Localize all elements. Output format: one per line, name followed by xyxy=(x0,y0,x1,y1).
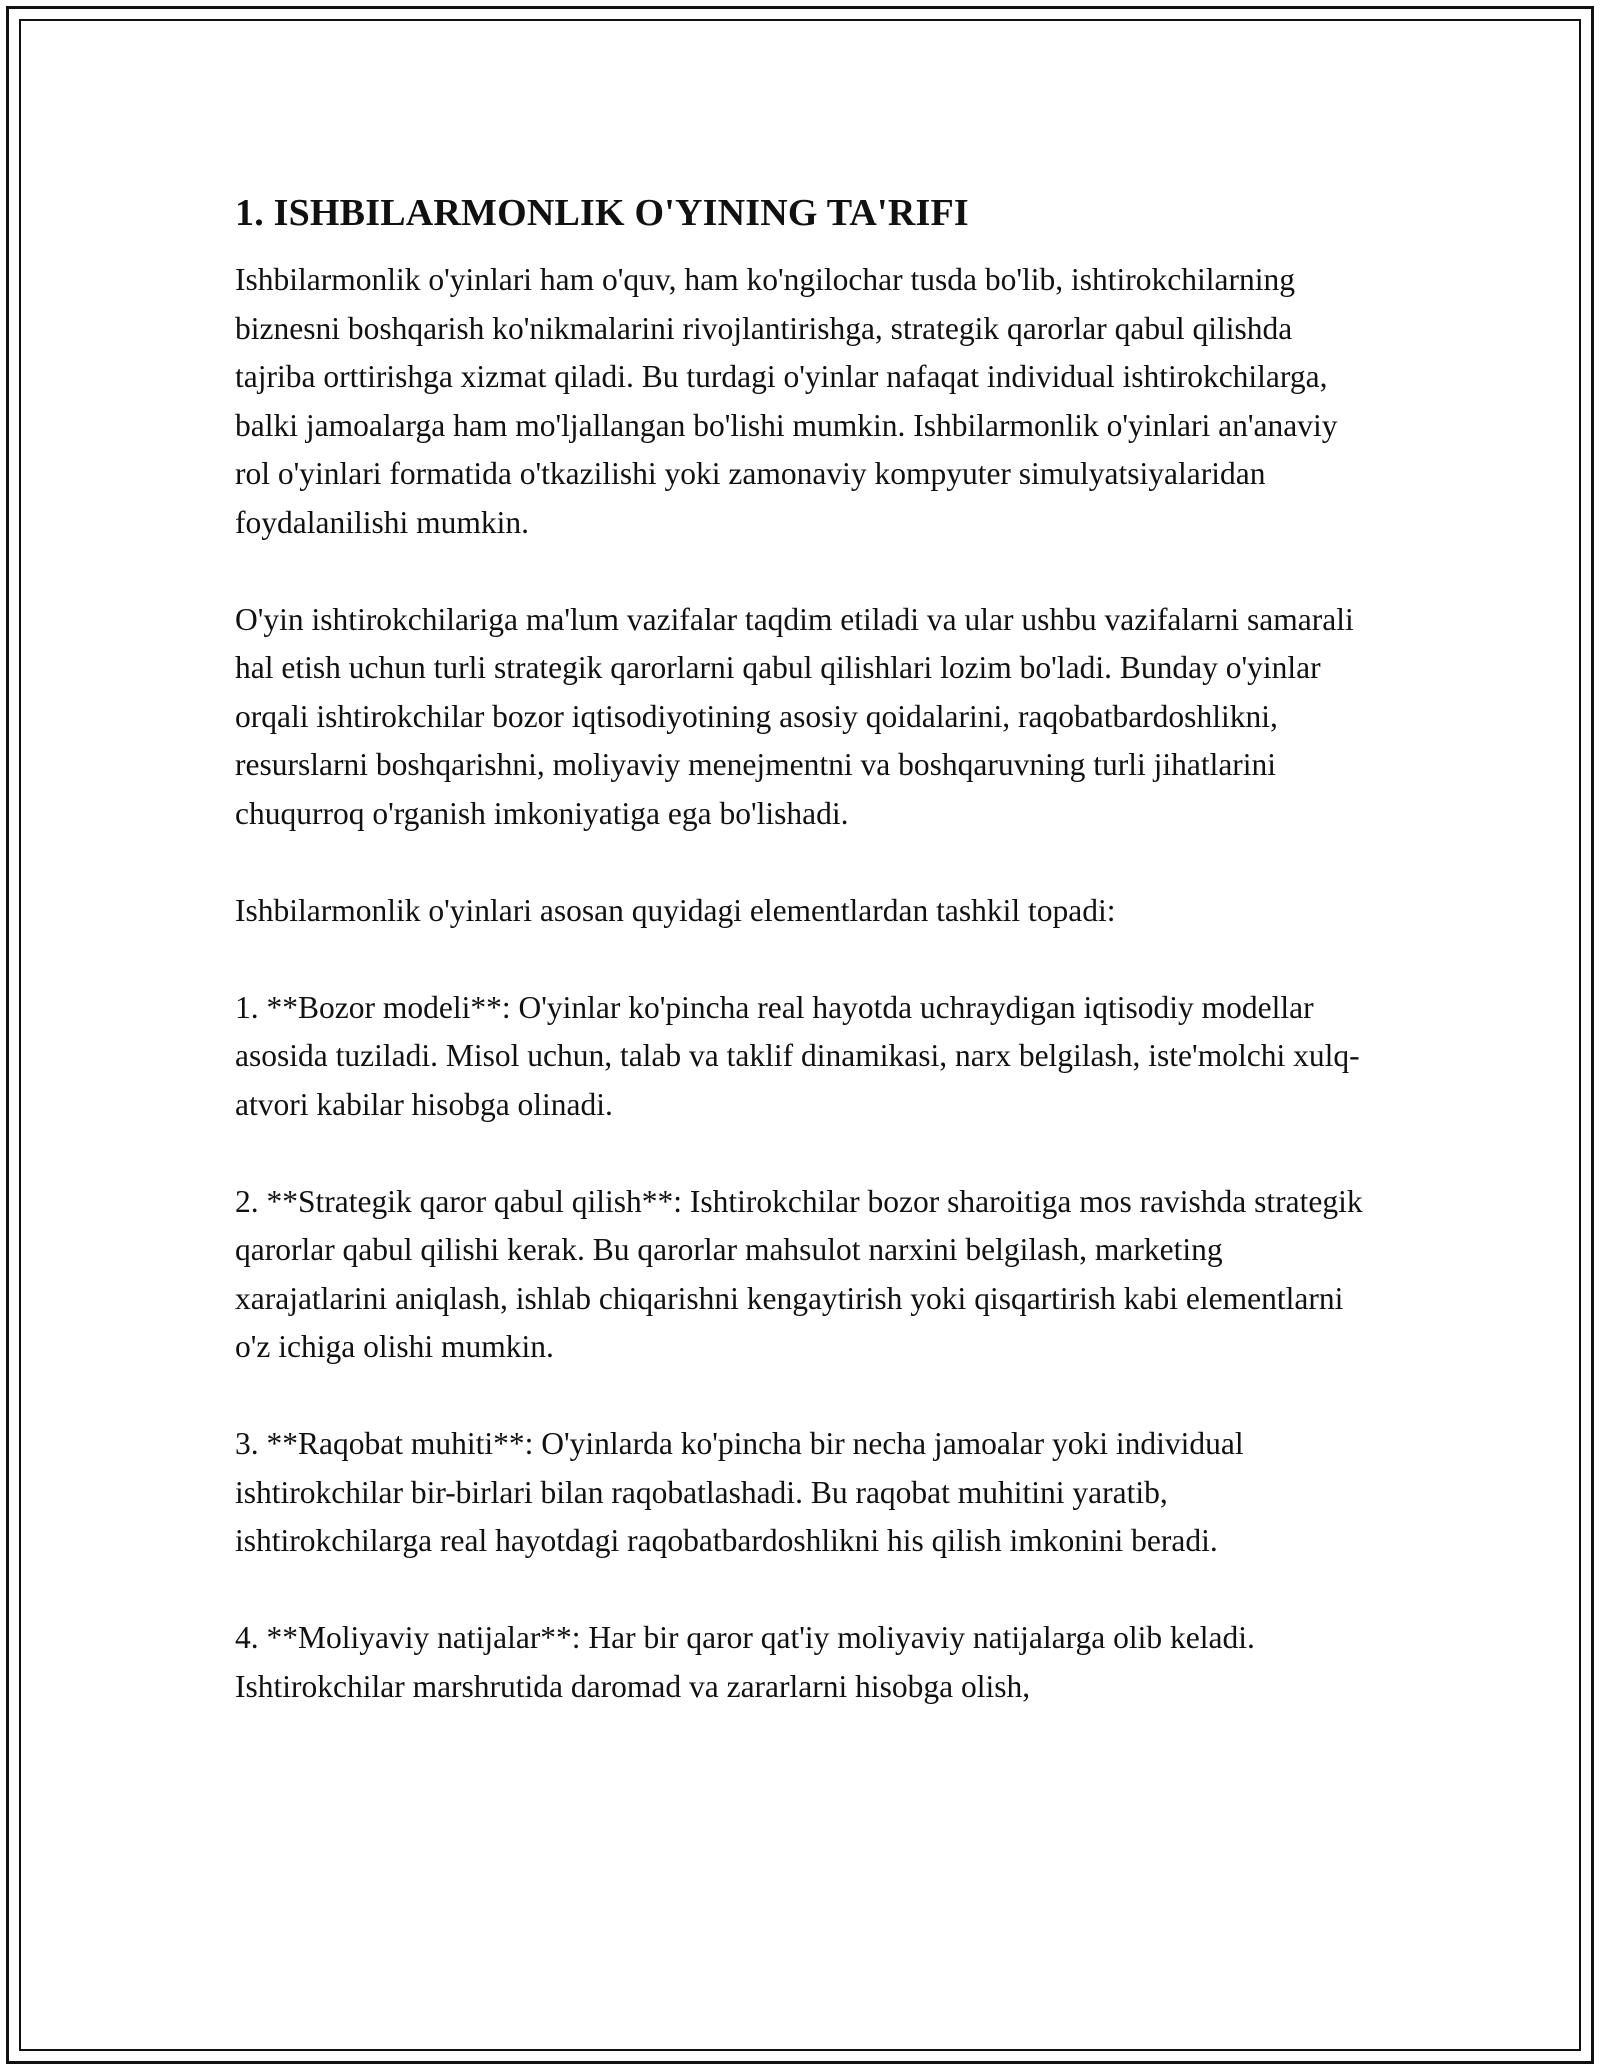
paragraph-elements-intro: Ishbilarmonlik o'yinlari asosan quyidagi elementlardan tashkil topadi: xyxy=(235,892,1116,928)
document-body xyxy=(235,188,1370,1760)
paragraph-tasks: O'yin ishtirokchilariga ma'lum vazifalar taqdim etiladi va ular ushbu vazifalarni samarali hal etish uchun turli strategik qarorlarni qabul qilishlari lozim bo'ladi. Bunday o'yinlar orqali ishtirokchilar bozor iqtisodiyotining asosiy qoidalarini, raqobatbardoshlikni, resurslarni boshqarishni, moliyaviy menejmentni va boshqaruvning turli jihatlarini chuqurroq o'rganish imkoniyatiga ega bo'lishadi. xyxy=(235,601,1354,831)
list-item-competition: 3. **Raqobat muhiti**: O'yinlarda ko'pincha bir necha jamoalar yoki individual ishtirokchilar bir-birlari bilan raqobatlashadi. Bu raqobat muhitini yaratib, ishtirokchilarga real hayotdagi raqobatbardoshlikni his qilish imkonini beradi. xyxy=(235,1426,1244,1558)
paragraph-intro: Ishbilarmonlik o'yinlari ham o'quv, ham ko'ngilochar tusda bo'lib, ishtirokchilarning biznesni boshqarish ko'nikmalarini rivojlantirishga, strategik qarorlar qabul qilishda tajriba orttirishga xizmat qiladi. Bu turdagi o'yinlar nafaqat individual ishtirokchilarga, balki jamoalarga ham mo'ljallangan bo'lishi mumkin. Ishbilarmonlik o'yinlari an'anaviy rol o'yinlari formatida o'tkazilishi yoki zamonaviy kompyuter simulyatsiyalaridan foydalanilishi mumkin. xyxy=(235,262,1338,540)
list-item-strategic-decision: 2. **Strategik qaror qabul qilish**: Ishtirokchilar bozor sharoitiga mos ravishda strategik qarorlar qabul qilishi kerak. Bu qarorlar mahsulot narxini belgilash, marketing xarajatlarini aniqlash, ishlab chiqarishni kengaytirish yoki qisqartirish kabi elementlarni o'z ichiga olishi mumkin. xyxy=(235,1183,1363,1364)
list-item-financial-results: 4. **Moliyaviy natijalar**: Har bir qaror qat'iy moliyaviy natijalarga olib keladi. Ishtirokchilar marshrutida daromad va zararlarni hisobga olish, xyxy=(235,1620,1255,1704)
section-heading: 1. ISHBILARMONLIK O'YINING TA'RIFI xyxy=(235,192,969,234)
list-item-market-model: 1. **Bozor modeli**: O'yinlar ko'pincha real hayotda uchraydigan iqtisodiy modellar asosida tuziladi. Misol uchun, talab va taklif dinamikasi, narx belgilash, iste'molchi xulq-atvori kabilar hisobga olinadi. xyxy=(235,989,1360,1122)
